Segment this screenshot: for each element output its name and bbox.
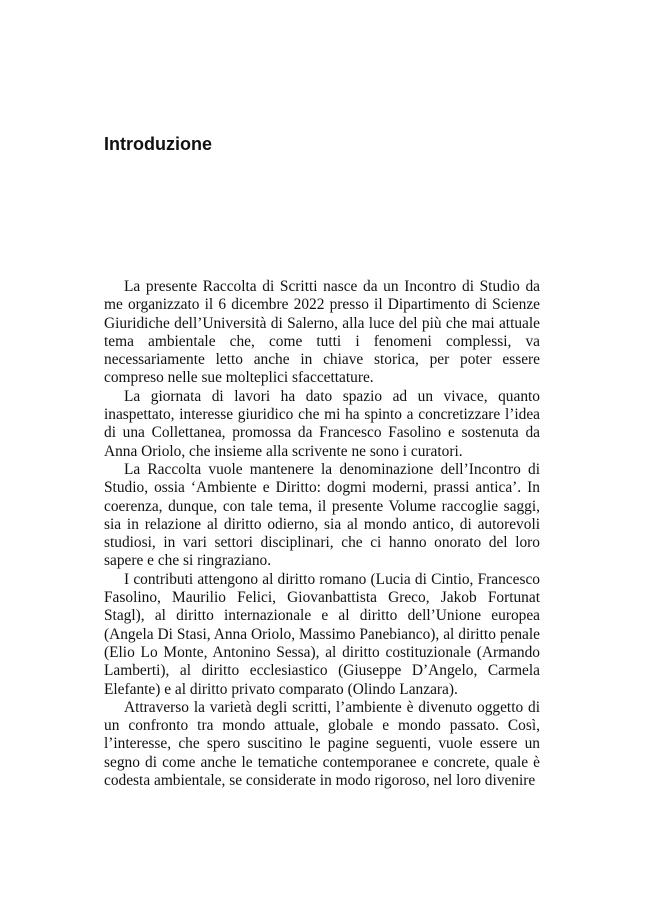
paragraph: La Raccolta vuole mantenere la denominazione dell’Incontro di Studio, ossia ‘Ambiente e Diritto: dogmi moderni, prassi antica’. In coerenza, dunque, con tale tema, il presente Volume raccoglie saggi, sia in relazione al diritto odierno, sia al mondo antico, di autorevoli studiosi, in vari settori disciplinari, che ci hanno onorato del loro sapere e che si ringraziano.	[104, 460, 540, 570]
paragraph: La giornata di lavori ha dato spazio ad un vivace, quanto inaspettato, interesse giuridico che mi ha spinto a concretizzare l’idea di una Collettanea, promossa da Francesco Fasolino e sostenuta da Anna Oriolo, che insieme alla scrivente ne sono i curatori.	[104, 387, 540, 460]
paragraph: La presente Raccolta di Scritti nasce da un Incontro di Studio da me organizzato il 6 dicembre 2022 presso il Dipartimento di Scienze Giuridiche dell’Università di Salerno, alla luce del più che mai attuale tema ambientale che, come tutti i fenomeni complessi, va necessariamente letto anche in chiave storica, per poter essere compreso nelle sue molteplici sfaccettature.	[104, 278, 540, 387]
chapter-title: Introduzione	[104, 134, 212, 154]
paragraph: Attraverso la varietà degli scritti, l’ambiente è divenuto oggetto di un confronto tra mondo attuale, globale e mondo passato. Così, l’interesse, che spero suscitino le pagine seguenti, vuole essere un segno di come anche le tematiche contemporanee e concrete, quale è codesta ambientale, se considerate in modo rigoroso, nel loro divenire	[104, 698, 540, 790]
paragraph: I contributi attengono al diritto romano (Lucia di Cintio, Francesco Fasolino, Maurilio Felici, Giovanbattista Greco, Jakob Fortunat Stagl), al diritto internazionale e al diritto dell’Unione europea (Angela Di Stasi, Anna Oriolo, Massimo Panebianco), al diritto penale (Elio Lo Monte, Antonino Sessa), al diritto costituzionale (Armando Lamberti), al diritto ecclesiastico (Giuseppe D’Angelo, Carmela Elefante) e al diritto privato comparato (Olindo Lanzara).	[104, 570, 540, 698]
body-text	[104, 278, 540, 790]
